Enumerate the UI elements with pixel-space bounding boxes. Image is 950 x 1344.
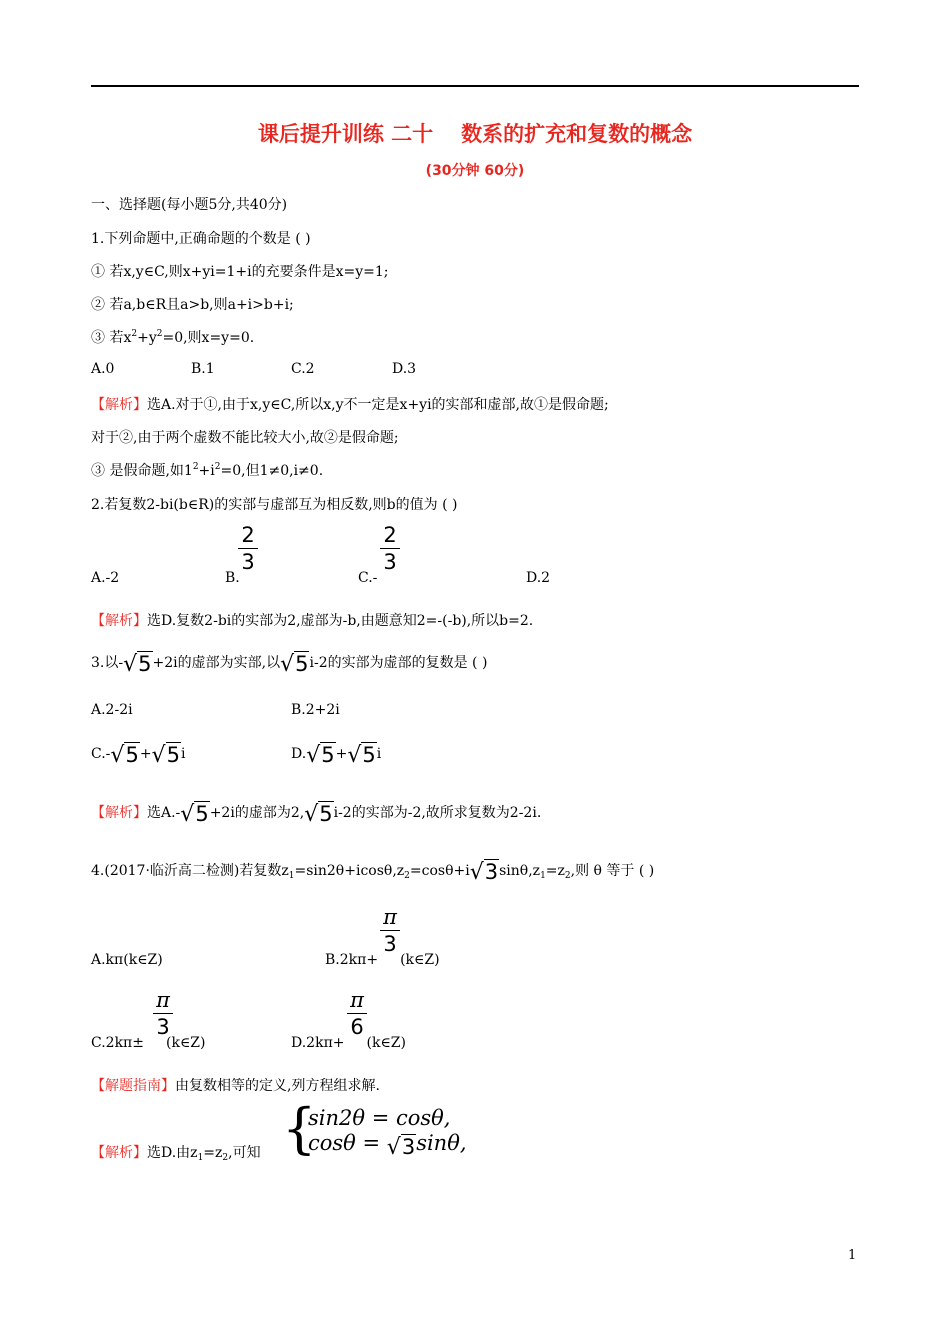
text: C.-	[91, 746, 111, 762]
radicand: 5	[319, 802, 333, 826]
analysis-tag: 【解析】	[91, 397, 147, 413]
left-brace: {	[282, 1097, 317, 1160]
denominator: 6	[350, 1015, 364, 1039]
radicand: 5	[195, 802, 209, 826]
guide-tag: 【解题指南】	[91, 1078, 175, 1094]
q1-stem: 1.下列命题中,正确命题的个数是 ( )	[91, 231, 311, 247]
fraction	[347, 989, 367, 1038]
text: +	[335, 746, 348, 762]
text: i	[376, 746, 382, 762]
numerator: π	[350, 988, 364, 1012]
q4-option-a: A.kπ(k∈Z)	[91, 952, 163, 968]
text: 选A.-	[147, 805, 181, 821]
sqrt: √5	[123, 652, 152, 677]
subscript: 1	[288, 871, 295, 881]
q2-option-a: A.-2	[91, 570, 120, 586]
text: D.	[291, 746, 307, 762]
subscript: 2	[404, 871, 410, 881]
q3-stem	[91, 652, 487, 677]
q1-answer-3	[91, 460, 323, 480]
sqrt: √5	[280, 652, 309, 677]
q4-option-c	[91, 1035, 206, 1051]
text: +	[139, 746, 152, 762]
q1-option-a: A.0	[91, 361, 115, 377]
radicand: 5	[295, 652, 309, 676]
denominator: 3	[241, 550, 255, 574]
q4-guide	[91, 1075, 380, 1095]
text: i-2的实部为虚部的复数是 ( )	[309, 655, 488, 671]
q1-answer-1	[91, 394, 609, 414]
sqrt: √5	[151, 743, 180, 768]
equation-1: sin2θ = cosθ,	[308, 1106, 451, 1130]
analysis-tag: 【解析】	[91, 613, 147, 629]
text: +2i的虚部为2,	[209, 805, 305, 821]
numerator: 2	[383, 523, 397, 547]
text: +2i的虚部为实部,以	[152, 655, 281, 671]
q2-option-d: D.2	[526, 570, 551, 586]
text: i	[180, 746, 186, 762]
text: ③ 是假命题,如1	[91, 463, 193, 479]
sqrt: √5	[306, 743, 335, 768]
q2-option-b: B.	[225, 570, 240, 586]
text: sinθ,	[416, 1131, 467, 1155]
q3-option-a: A.2-2i	[91, 702, 133, 718]
text: cosθ =	[308, 1131, 387, 1155]
sqrt: √5	[304, 802, 333, 827]
text: (k∈Z)	[366, 1035, 406, 1051]
text: (k∈Z)	[400, 952, 440, 968]
page-subtitle: (30分钟 60分)	[425, 163, 525, 179]
text: =cosθ+i	[409, 863, 470, 879]
text: =z	[545, 863, 565, 879]
title-part-2: 数系的扩充和复数的概念	[461, 122, 693, 146]
text: i-2的实部为-2,故所求复数为2-2i.	[333, 805, 542, 821]
q1-option-b: B.1	[191, 361, 215, 377]
denominator: 3	[156, 1015, 170, 1039]
title-part-1: 课后提升训练 二十	[257, 122, 434, 146]
text: (k∈Z)	[166, 1035, 206, 1051]
text: sinθ,z	[499, 863, 541, 879]
text: 4.(2017·临沂高二检测)若复数z	[91, 863, 289, 879]
numerator: π	[156, 988, 170, 1012]
text: 由复数相等的定义,列方程组求解.	[175, 1078, 380, 1094]
page-number: 1	[848, 1248, 857, 1263]
superscript: 2	[156, 329, 163, 339]
superscript: 2	[214, 462, 221, 472]
superscript: 2	[192, 462, 199, 472]
q1-answer-2: 对于②,由于两个虚数不能比较大小,故②是假命题;	[91, 430, 399, 446]
header-rule	[91, 85, 859, 87]
fraction	[238, 524, 258, 573]
text: ,则 θ 等于 ( )	[570, 863, 655, 879]
q2-option-c: C.-	[358, 570, 378, 586]
radicand: 5	[138, 652, 152, 676]
radicand: 5	[362, 743, 376, 767]
text: C.2kπ±	[91, 1035, 144, 1051]
q3-option-d	[291, 743, 381, 768]
text: =0,则x=y=0.	[162, 330, 255, 346]
numerator: π	[383, 905, 397, 929]
analysis-tag: 【解析】	[91, 1145, 147, 1161]
q1-option-d: D.3	[392, 361, 417, 377]
page-title	[0, 118, 950, 148]
sqrt: √5	[110, 743, 139, 768]
denominator: 3	[383, 932, 397, 956]
text: D.2kπ+	[291, 1035, 345, 1051]
q4-answer	[91, 1142, 261, 1163]
fraction	[380, 906, 400, 955]
sqrt: √5	[347, 743, 376, 768]
subscript: 2	[564, 871, 571, 881]
text: 3.以-	[91, 655, 124, 671]
radicand: 5	[166, 743, 180, 767]
sqrt: √5	[180, 802, 209, 827]
text: 选D.由z	[147, 1145, 198, 1161]
subscript: 2	[222, 1153, 229, 1163]
radicand: 5	[321, 743, 335, 767]
q3-answer	[91, 802, 541, 827]
text: 选A.对于①,由于x,y∈C,所以x,y不一定是x+yi的实部和虚部,故①是假命题;	[147, 397, 609, 413]
q3-option-c	[91, 743, 185, 768]
sqrt: √3	[469, 860, 499, 885]
text: ③ 若x	[91, 330, 132, 346]
subscript: 1	[540, 871, 546, 881]
sqrt: √3	[386, 1135, 416, 1160]
q1-statement-1: ① 若x,y∈C,则x+yi=1+i的充要条件是x=y=1;	[91, 264, 389, 280]
q2-answer	[91, 610, 533, 630]
text: =sin2θ+icosθ,z	[294, 863, 405, 879]
fraction	[153, 989, 173, 1038]
q1-option-c: C.2	[291, 361, 315, 377]
text: ,可知	[228, 1145, 261, 1161]
q1-statement-3	[91, 327, 254, 347]
text: 选D.复数2-bi的实部为2,虚部为-b,由题意知2=-(-b),所以b=2.	[147, 613, 534, 629]
q3-option-b: B.2+2i	[291, 702, 340, 718]
section-heading: 一、选择题(每小题5分,共40分)	[91, 197, 288, 213]
text: =0,但1≠0,i≠0.	[220, 463, 324, 479]
equation-2	[308, 1131, 467, 1160]
q1-statement-2: ② 若a,b∈R且a>b,则a+i>b+i;	[91, 297, 294, 313]
subscript: 1	[197, 1153, 204, 1163]
analysis-tag: 【解析】	[91, 805, 147, 821]
text: +y	[137, 330, 157, 346]
radicand: 5	[125, 743, 139, 767]
numerator: 2	[241, 523, 255, 547]
superscript: 2	[131, 329, 138, 339]
radicand: 3	[401, 1135, 416, 1159]
radicand: 3	[484, 860, 499, 884]
text: =z	[203, 1145, 223, 1161]
q2-stem: 2.若复数2-bi(b∈R)的实部与虚部互为相反数,则b的值为 ( )	[91, 497, 458, 513]
text: B.2kπ+	[325, 952, 379, 968]
text: +i	[198, 463, 215, 479]
denominator: 3	[383, 550, 397, 574]
q4-stem	[91, 860, 654, 885]
fraction	[380, 524, 400, 573]
